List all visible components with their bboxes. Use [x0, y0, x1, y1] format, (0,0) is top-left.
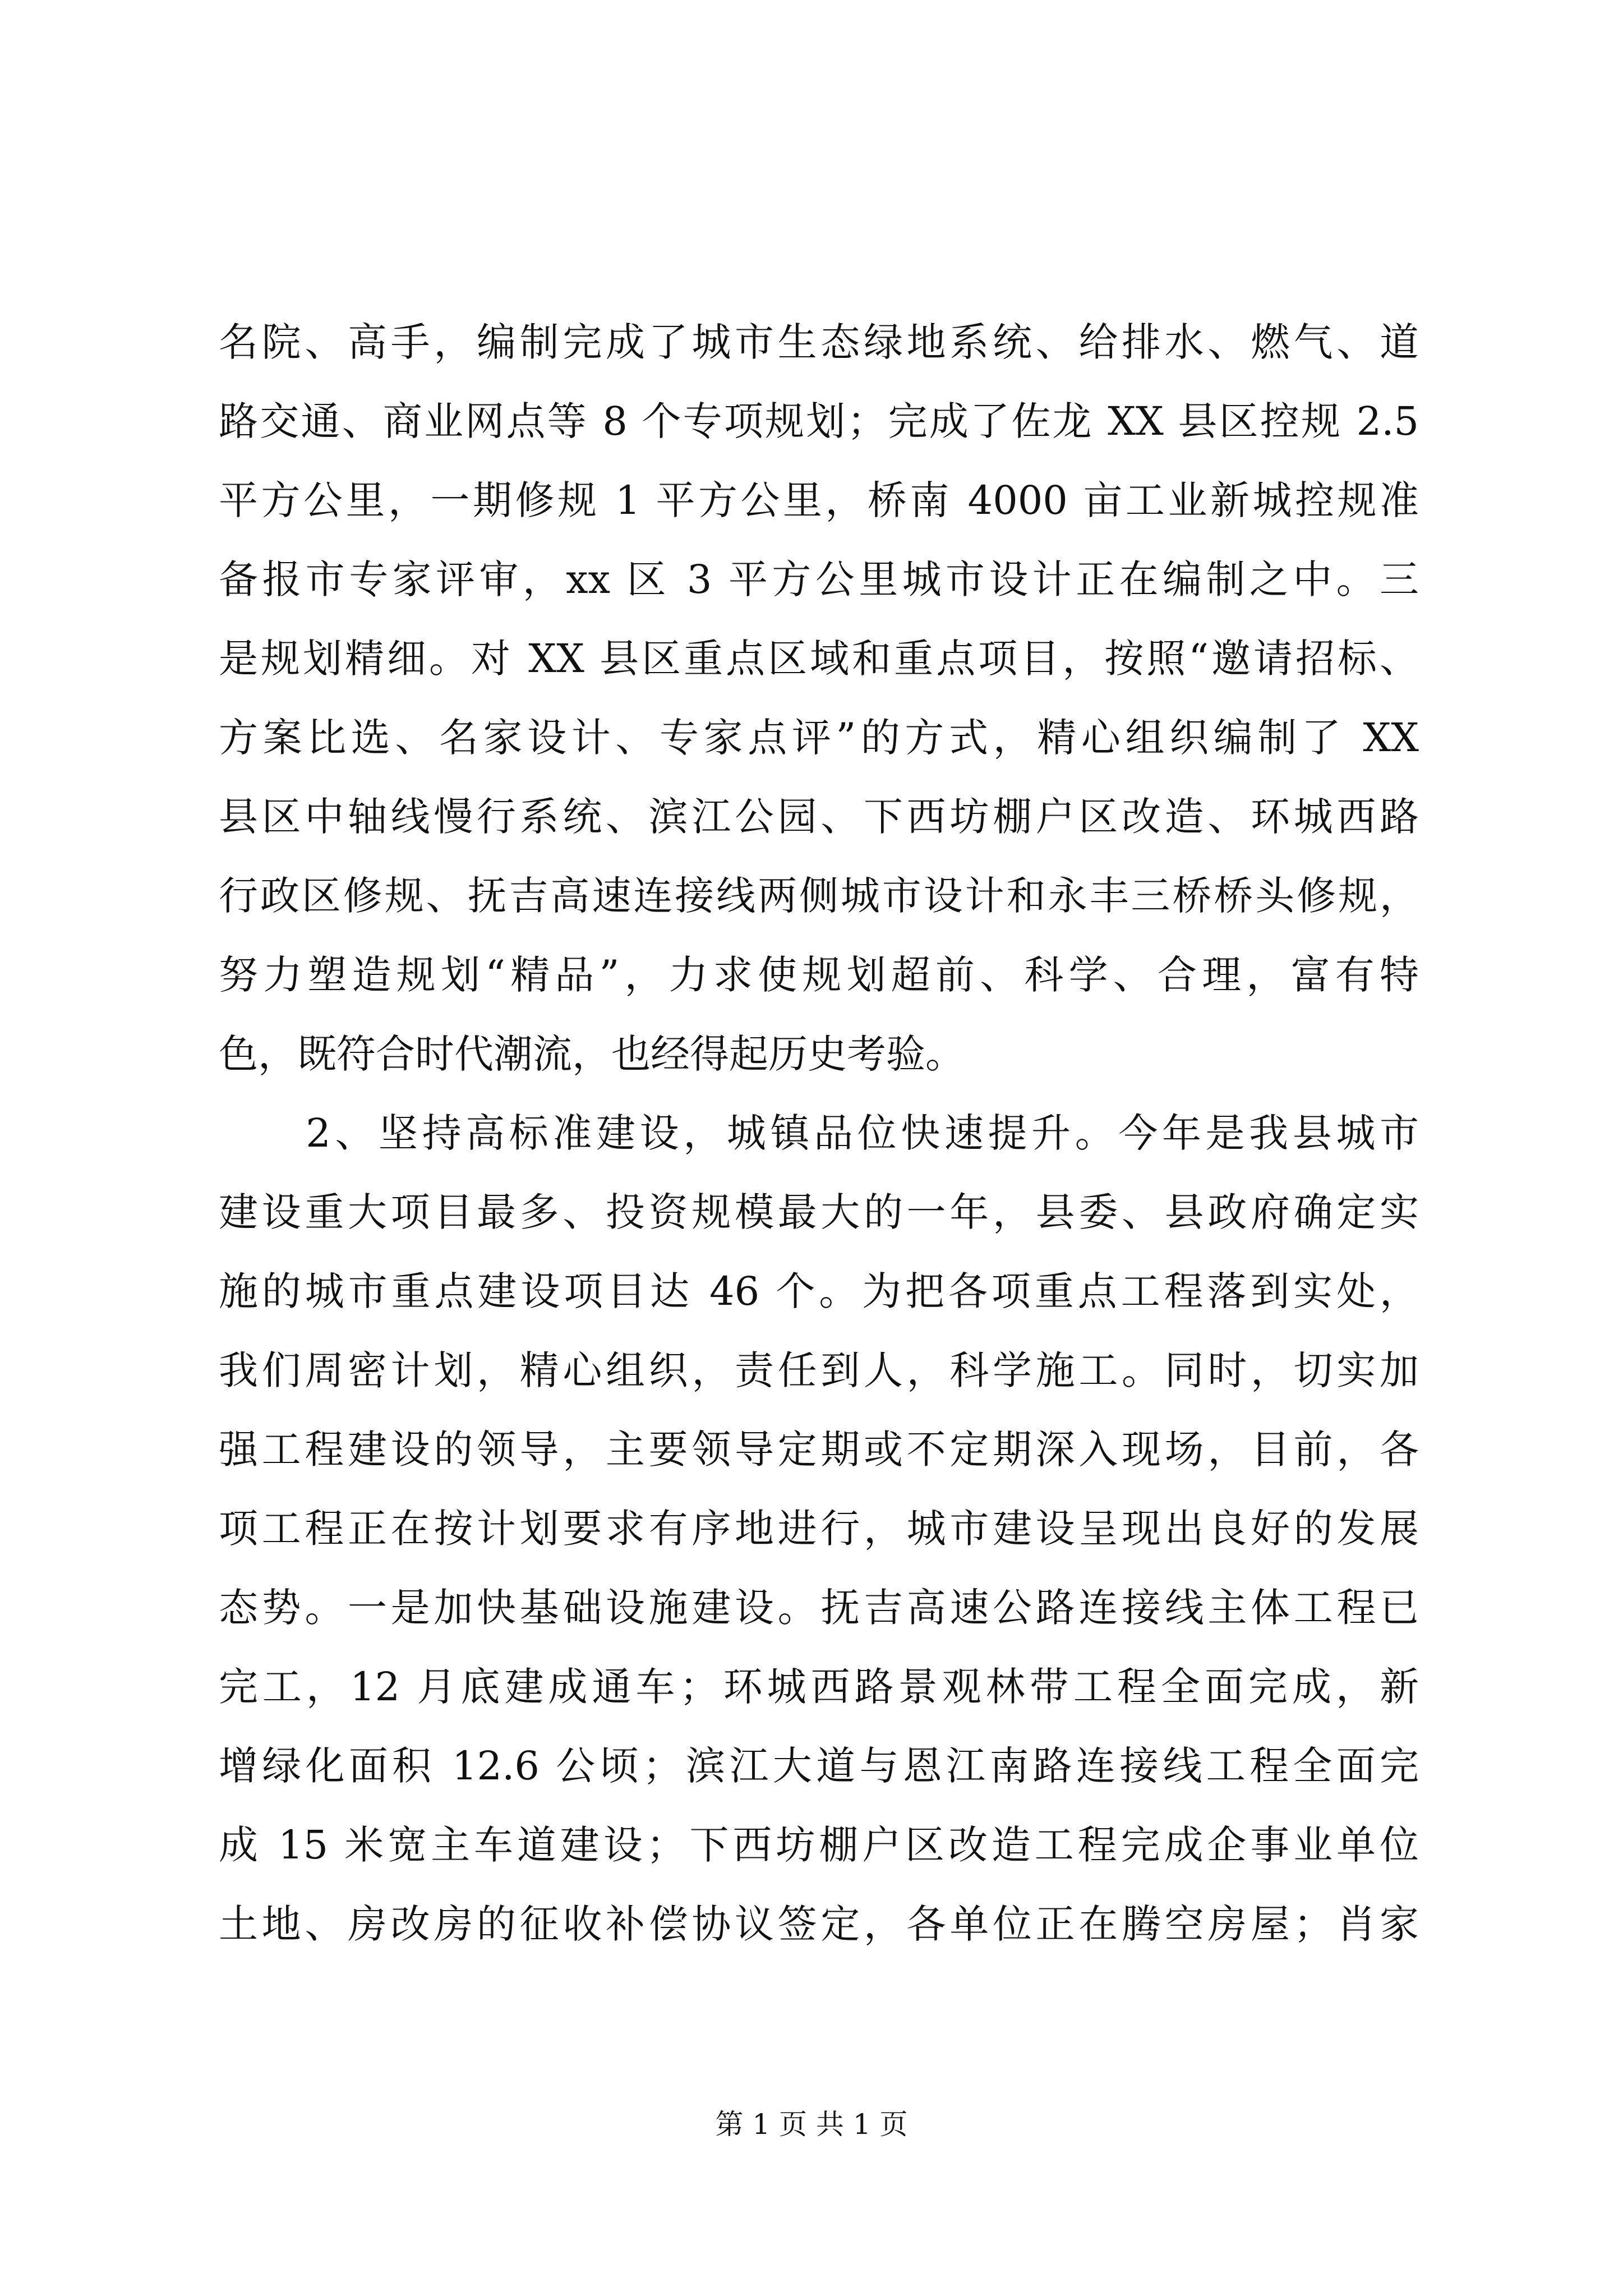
text-line: 是规划精细。对 XX 县区重点区域和重点项目，按照“邀请招标、: [219, 636, 1419, 682]
text-line: 努力塑造规划“精品”，力求使规划超前、科学、合理，富有特: [219, 952, 1419, 998]
document-body: [219, 303, 1419, 1964]
text-line: 增绿化面积 12.6 公顷；滨江大道与恩江南路连接线工程全面完: [219, 1743, 1419, 1789]
paragraph-1: [219, 303, 1419, 1094]
text-line: 成 15 米宽主车道建设；下西坊棚户区改造工程完成企事业单位: [219, 1822, 1419, 1868]
text-line: 方案比选、名家设计、专家点评”的方式，精心组织编制了 XX: [219, 715, 1419, 761]
text-line: 完工，12 月底建成通车；环城西路景观林带工程全面完成，新: [219, 1664, 1419, 1710]
text-line: 施的城市重点建设项目达 46 个。为把各项重点工程落到实处，: [219, 1268, 1419, 1314]
page-footer: 第 1 页 共 1 页: [715, 2108, 908, 2141]
text-line: 强工程建设的领导，主要领导定期或不定期深入现场，目前，各: [219, 1427, 1419, 1473]
text-line: 土地、房改房的征收补偿协议签定，各单位正在腾空房屋；肖家: [219, 1901, 1419, 1947]
text-line: 色，既符合时代潮流，也经得起历史考验。: [219, 1031, 965, 1077]
text-line: 2、坚持高标准建设，城镇品位快速提升。今年是我县城市: [219, 1110, 1419, 1156]
text-line: 建设重大项目最多、投资规模最大的一年，县委、县政府确定实: [219, 1189, 1419, 1235]
text-line: 平方公里，一期修规 1 平方公里，桥南 4000 亩工业新城控规准: [219, 477, 1419, 523]
text-line: 备报市专家评审，xx 区 3 平方公里城市设计正在编制之中。三: [219, 556, 1419, 602]
text-line: 县区中轴线慢行系统、滨江公园、下西坊棚户区改造、环城西路: [219, 794, 1419, 840]
text-line: 名院、高手，编制完成了城市生态绿地系统、给排水、燃气、道: [219, 319, 1419, 365]
text-line: 行政区修规、抚吉高速连接线两侧城市设计和永丰三桥桥头修规，: [219, 873, 1419, 919]
text-line: 我们周密计划，精心组织，责任到人，科学施工。同时，切实加: [219, 1347, 1419, 1393]
text-line: 路交通、商业网点等 8 个专项规划；完成了佐龙 XX 县区控规 2.5: [219, 398, 1419, 444]
paragraph-2: [219, 1094, 1419, 1964]
text-line: 态势。一是加快基础设施建设。抚吉高速公路连接线主体工程已: [219, 1585, 1419, 1631]
text-line: 项工程正在按计划要求有序地进行，城市建设呈现出良好的发展: [219, 1506, 1419, 1552]
